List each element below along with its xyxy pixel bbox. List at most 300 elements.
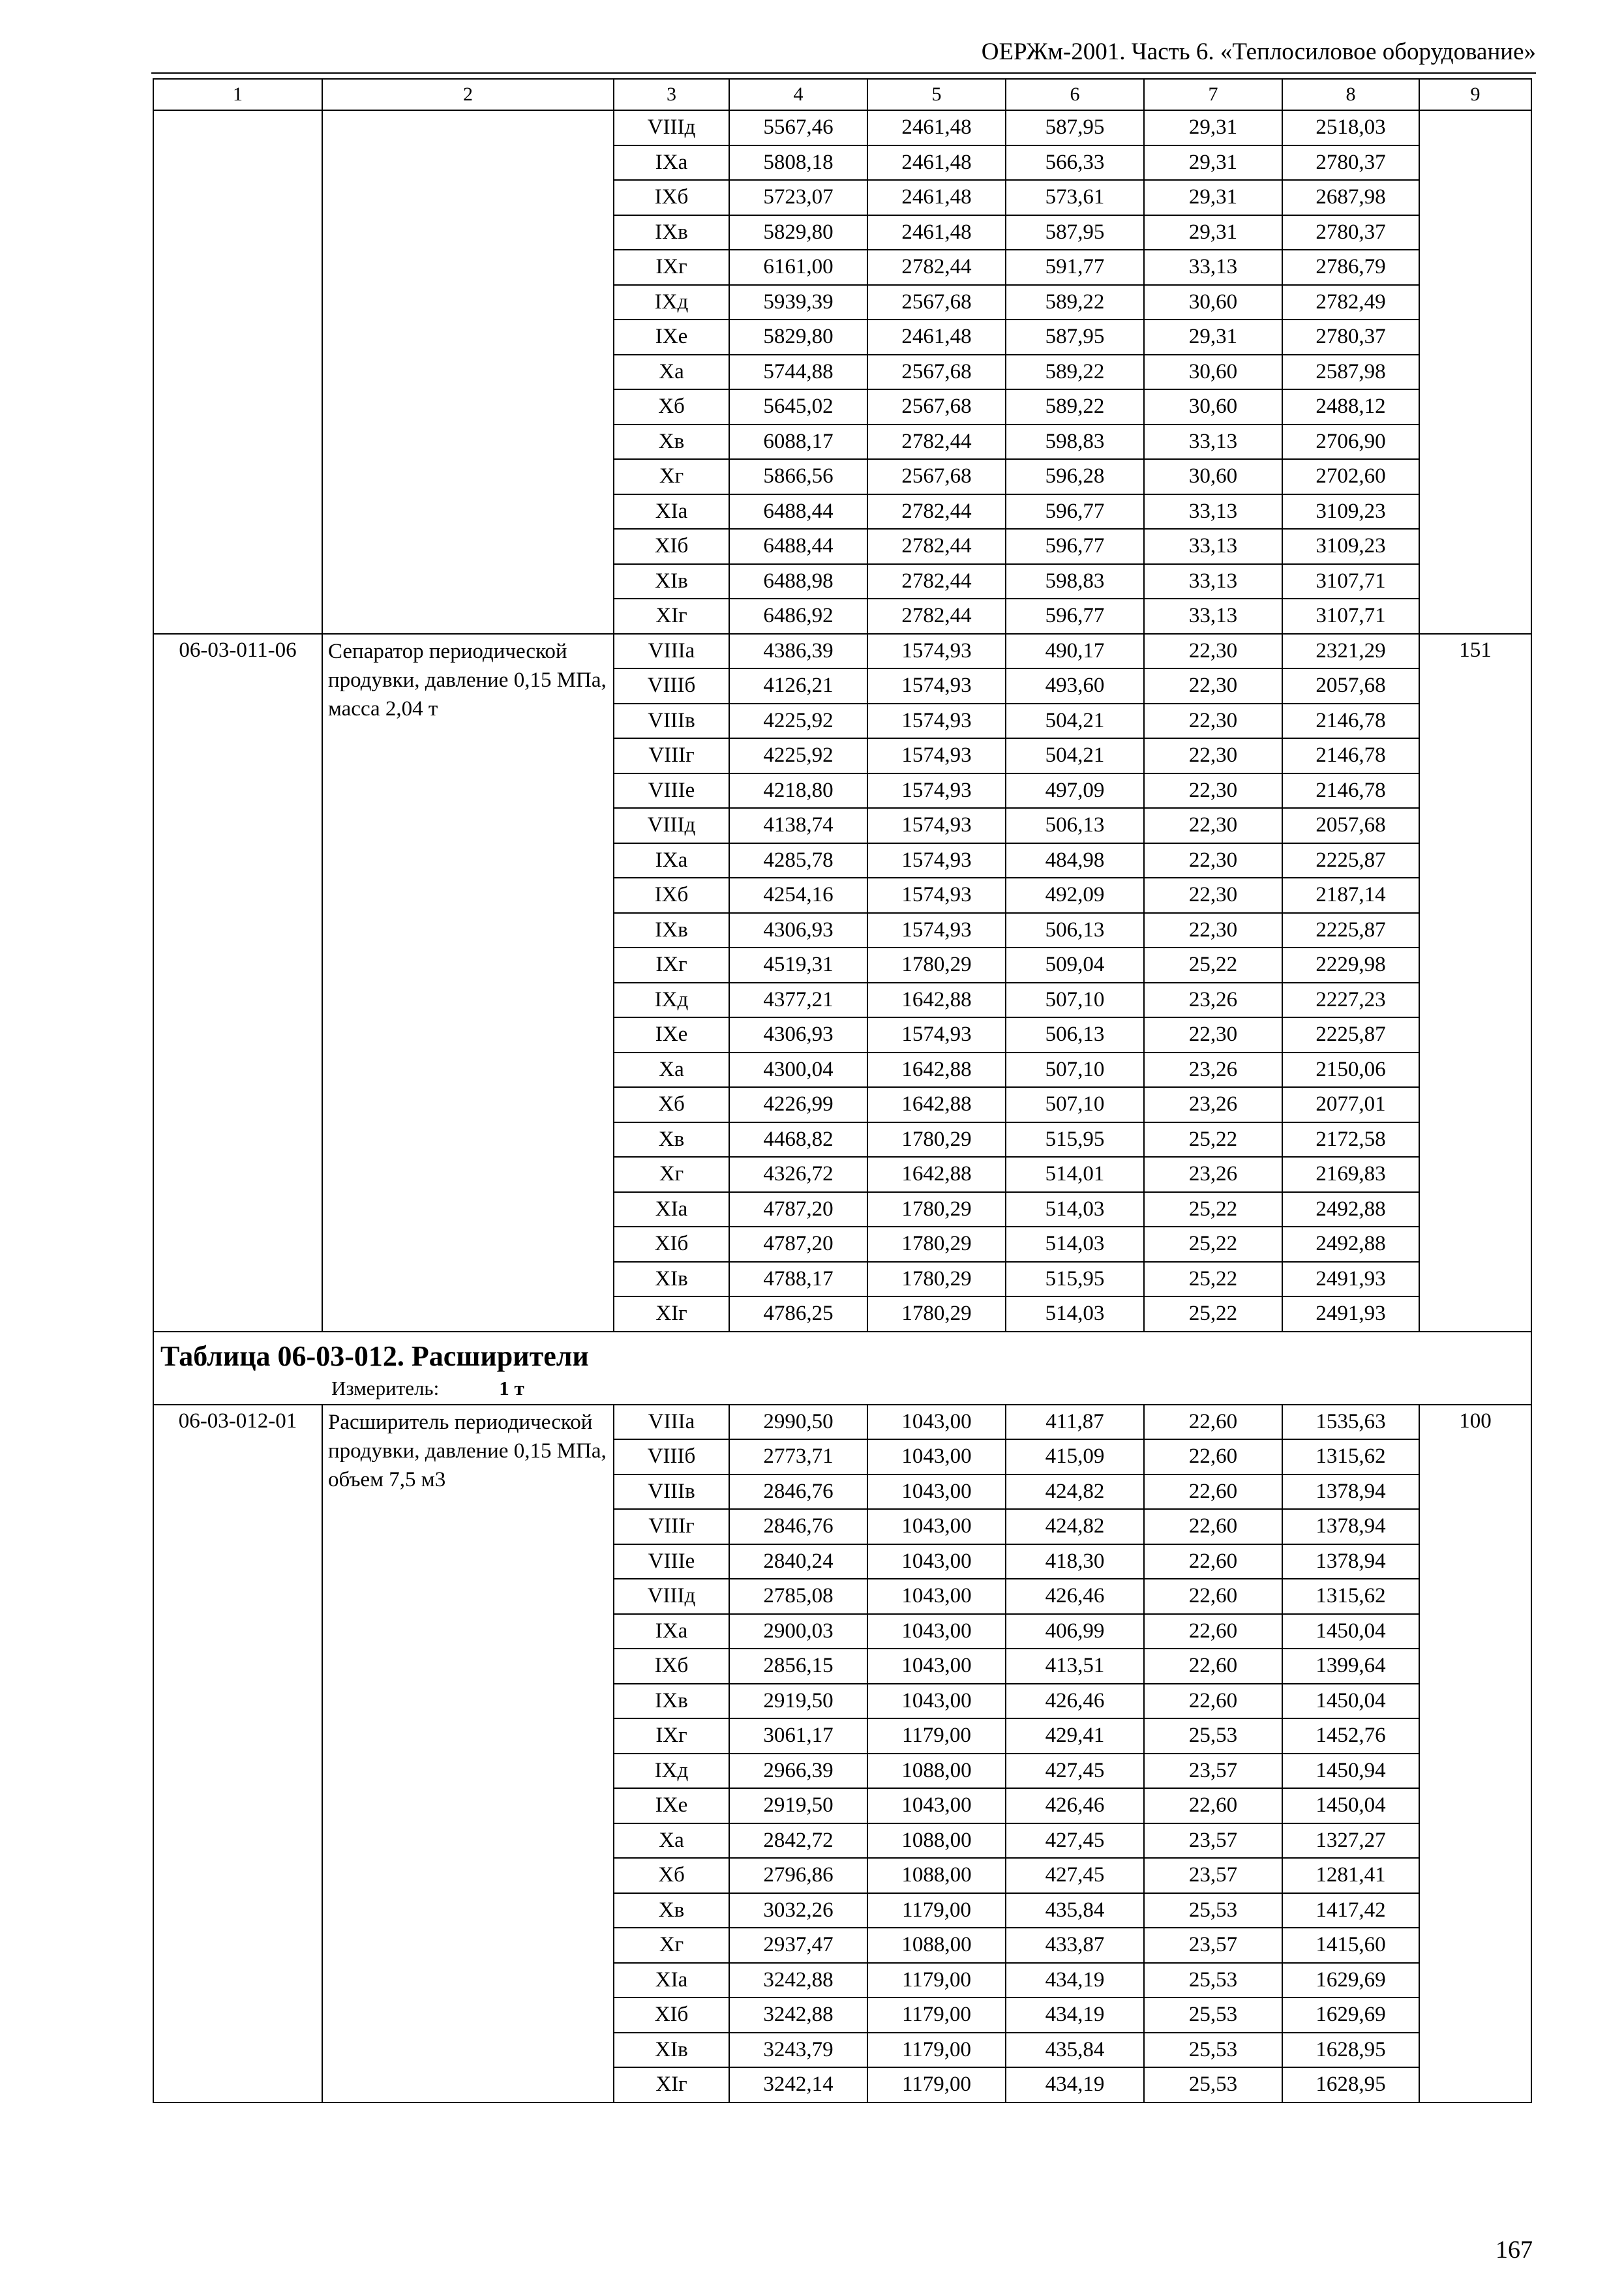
column-number: 4 <box>729 79 867 110</box>
region-code: IXб <box>614 180 729 215</box>
machine-cost: 509,04 <box>1006 948 1144 983</box>
total-cost: 4788,17 <box>729 1262 867 1297</box>
operator-wages: 23,26 <box>1144 1087 1282 1122</box>
code-cell-empty <box>153 110 322 634</box>
wages-cost: 2461,48 <box>867 215 1006 250</box>
operator-wages: 30,60 <box>1144 285 1282 320</box>
machine-cost: 427,45 <box>1006 1823 1144 1859</box>
operator-wages: 22,60 <box>1144 1509 1282 1544</box>
region-code: VIIIв <box>614 704 729 739</box>
wages-cost: 1780,29 <box>867 1296 1006 1332</box>
total-cost: 2919,50 <box>729 1788 867 1823</box>
region-code: IXа <box>614 145 729 181</box>
total-cost: 4326,72 <box>729 1157 867 1192</box>
total-cost: 2856,15 <box>729 1649 867 1684</box>
operator-wages: 22,30 <box>1144 878 1282 913</box>
materials-cost: 3107,71 <box>1282 564 1419 599</box>
materials-cost: 1378,94 <box>1282 1509 1419 1544</box>
wages-cost: 1043,00 <box>867 1614 1006 1649</box>
materials-cost: 2491,93 <box>1282 1296 1419 1332</box>
region-code: VIIIв <box>614 1474 729 1510</box>
measure-value: 1 т <box>499 1376 524 1399</box>
wages-cost: 1088,00 <box>867 1858 1006 1893</box>
materials-cost: 2057,68 <box>1282 808 1419 843</box>
region-code: VIIIб <box>614 668 729 704</box>
description-cell-empty <box>322 110 614 634</box>
operator-wages: 25,22 <box>1144 1192 1282 1227</box>
operator-wages: 33,13 <box>1144 529 1282 564</box>
machine-cost: 435,84 <box>1006 2033 1144 2068</box>
operator-wages: 25,53 <box>1144 2067 1282 2102</box>
total-cost: 5866,56 <box>729 459 867 494</box>
wages-cost: 1043,00 <box>867 1509 1006 1544</box>
operator-wages: 30,60 <box>1144 355 1282 390</box>
region-code: VIIIа <box>614 634 729 669</box>
wages-cost: 1574,93 <box>867 668 1006 704</box>
operator-wages: 25,53 <box>1144 2033 1282 2068</box>
operator-wages: 22,30 <box>1144 704 1282 739</box>
machine-cost: 566,33 <box>1006 145 1144 181</box>
total-cost: 4787,20 <box>729 1192 867 1227</box>
operator-wages: 30,60 <box>1144 459 1282 494</box>
machine-cost: 598,83 <box>1006 564 1144 599</box>
wages-cost: 1179,00 <box>867 1997 1006 2033</box>
operator-wages: 25,22 <box>1144 1296 1282 1332</box>
operator-wages: 22,60 <box>1144 1684 1282 1719</box>
machine-cost: 426,46 <box>1006 1684 1144 1719</box>
region-code: IXв <box>614 913 729 948</box>
machine-cost: 589,22 <box>1006 389 1144 425</box>
region-code: XIв <box>614 1262 729 1297</box>
rate-description: Расширитель периодической продувки, давление 0,15 МПа, объем 7,5 м3 <box>322 1405 614 2102</box>
region-code: VIIIг <box>614 738 729 773</box>
wages-cost: 1179,00 <box>867 1718 1006 1754</box>
machine-cost: 507,10 <box>1006 983 1144 1018</box>
total-cost: 2785,08 <box>729 1579 867 1614</box>
region-code: IXг <box>614 250 729 285</box>
materials-cost: 1629,69 <box>1282 1963 1419 1998</box>
operator-wages: 25,22 <box>1144 1262 1282 1297</box>
machine-cost: 418,30 <box>1006 1544 1144 1579</box>
total-cost: 2842,72 <box>729 1823 867 1859</box>
region-code: VIIIа <box>614 1405 729 1440</box>
materials-cost: 1452,76 <box>1282 1718 1419 1754</box>
wages-cost: 2782,44 <box>867 250 1006 285</box>
materials-cost: 2491,93 <box>1282 1262 1419 1297</box>
operator-wages: 22,60 <box>1144 1405 1282 1440</box>
wages-cost: 1780,29 <box>867 1262 1006 1297</box>
wages-cost: 2782,44 <box>867 529 1006 564</box>
total-cost: 6088,17 <box>729 425 867 460</box>
machine-cost: 434,19 <box>1006 1963 1144 1998</box>
measure-label: Измеритель: <box>331 1376 440 1399</box>
rates-table <box>153 78 1532 2103</box>
total-cost: 4787,20 <box>729 1227 867 1262</box>
materials-cost: 2225,87 <box>1282 843 1419 878</box>
operator-wages: 29,31 <box>1144 320 1282 355</box>
section-header <box>153 1332 1531 1405</box>
machine-cost: 514,03 <box>1006 1192 1144 1227</box>
total-cost: 3061,17 <box>729 1718 867 1754</box>
machine-cost: 596,77 <box>1006 529 1144 564</box>
materials-cost: 1315,62 <box>1282 1439 1419 1474</box>
total-cost: 3242,14 <box>729 2067 867 2102</box>
rate-code: 06-03-012-01 <box>153 1405 322 2102</box>
wages-cost: 2461,48 <box>867 110 1006 145</box>
page-header-title: ОЕРЖм-2001. Часть 6. «Теплосиловое оборудование» <box>981 38 1536 65</box>
machine-cost: 506,13 <box>1006 1017 1144 1053</box>
total-cost: 4226,99 <box>729 1087 867 1122</box>
total-cost: 2937,47 <box>729 1928 867 1963</box>
wages-cost: 1043,00 <box>867 1474 1006 1510</box>
wages-cost: 1574,93 <box>867 808 1006 843</box>
machine-cost: 427,45 <box>1006 1754 1144 1789</box>
total-cost: 4306,93 <box>729 1017 867 1053</box>
wages-cost: 1043,00 <box>867 1788 1006 1823</box>
total-cost: 4377,21 <box>729 983 867 1018</box>
machine-cost: 573,61 <box>1006 180 1144 215</box>
machine-cost: 507,10 <box>1006 1053 1144 1088</box>
wages-cost: 1642,88 <box>867 983 1006 1018</box>
region-code: IXг <box>614 948 729 983</box>
region-code: XIг <box>614 2067 729 2102</box>
total-cost: 3243,79 <box>729 2033 867 2068</box>
wages-cost: 1179,00 <box>867 2033 1006 2068</box>
materials-cost: 2706,90 <box>1282 425 1419 460</box>
total-cost: 4468,82 <box>729 1122 867 1158</box>
operator-wages: 23,26 <box>1144 983 1282 1018</box>
region-code: IXд <box>614 285 729 320</box>
wages-cost: 1574,93 <box>867 913 1006 948</box>
region-code: XIв <box>614 2033 729 2068</box>
operator-wages: 33,13 <box>1144 425 1282 460</box>
total-cost: 2840,24 <box>729 1544 867 1579</box>
total-cost: 4519,31 <box>729 948 867 983</box>
total-cost: 4786,25 <box>729 1296 867 1332</box>
total-cost: 2773,71 <box>729 1439 867 1474</box>
table-row <box>153 1405 1531 1440</box>
machine-cost: 434,19 <box>1006 2067 1144 2102</box>
materials-cost: 1628,95 <box>1282 2033 1419 2068</box>
wages-cost: 1574,93 <box>867 704 1006 739</box>
machine-cost: 587,95 <box>1006 110 1144 145</box>
machine-cost: 587,95 <box>1006 215 1144 250</box>
region-code: IXг <box>614 1718 729 1754</box>
machine-cost: 507,10 <box>1006 1087 1144 1122</box>
wages-cost: 1043,00 <box>867 1439 1006 1474</box>
materials-cost: 1281,41 <box>1282 1858 1419 1893</box>
column-number: 5 <box>867 79 1006 110</box>
materials-cost: 1628,95 <box>1282 2067 1419 2102</box>
column-number: 8 <box>1282 79 1419 110</box>
machine-cost: 424,82 <box>1006 1474 1144 1510</box>
machine-cost: 435,84 <box>1006 1893 1144 1928</box>
total-cost: 6488,98 <box>729 564 867 599</box>
operator-wages: 30,60 <box>1144 389 1282 425</box>
materials-cost: 2169,83 <box>1282 1157 1419 1192</box>
operator-wages: 33,13 <box>1144 494 1282 530</box>
region-code: VIIIд <box>614 1579 729 1614</box>
region-code: VIIIе <box>614 1544 729 1579</box>
wages-cost: 2567,68 <box>867 355 1006 390</box>
machine-cost: 413,51 <box>1006 1649 1144 1684</box>
total-cost: 2966,39 <box>729 1754 867 1789</box>
materials-cost: 2225,87 <box>1282 1017 1419 1053</box>
machine-cost: 411,87 <box>1006 1405 1144 1440</box>
materials-cost: 1450,94 <box>1282 1754 1419 1789</box>
materials-cost: 2227,23 <box>1282 983 1419 1018</box>
unit-value: 151 <box>1419 634 1531 1332</box>
wages-cost: 1179,00 <box>867 1893 1006 1928</box>
machine-cost: 426,46 <box>1006 1788 1144 1823</box>
materials-cost: 1629,69 <box>1282 1997 1419 2033</box>
machine-cost: 497,09 <box>1006 773 1144 809</box>
rate-description: Сепаратор периодической продувки, давление 0,15 МПа, масса 2,04 т <box>322 634 614 1332</box>
total-cost: 3032,26 <box>729 1893 867 1928</box>
region-code: XIб <box>614 1997 729 2033</box>
total-cost: 5744,88 <box>729 355 867 390</box>
wages-cost: 1780,29 <box>867 1227 1006 1262</box>
materials-cost: 2780,37 <box>1282 145 1419 181</box>
column-number: 6 <box>1006 79 1144 110</box>
materials-cost: 1399,64 <box>1282 1649 1419 1684</box>
wages-cost: 1574,93 <box>867 1017 1006 1053</box>
operator-wages: 25,53 <box>1144 1963 1282 1998</box>
page-number: 167 <box>1496 2236 1533 2264</box>
measure-line <box>160 1375 1524 1401</box>
machine-cost: 596,28 <box>1006 459 1144 494</box>
materials-cost: 1327,27 <box>1282 1823 1419 1859</box>
machine-cost: 493,60 <box>1006 668 1144 704</box>
operator-wages: 33,13 <box>1144 250 1282 285</box>
region-code: Xб <box>614 389 729 425</box>
region-code: IXе <box>614 320 729 355</box>
materials-cost: 1450,04 <box>1282 1788 1419 1823</box>
machine-cost: 406,99 <box>1006 1614 1144 1649</box>
materials-cost: 1535,63 <box>1282 1405 1419 1440</box>
region-code: XIв <box>614 564 729 599</box>
operator-wages: 23,57 <box>1144 1754 1282 1789</box>
total-cost: 2919,50 <box>729 1684 867 1719</box>
operator-wages: 23,57 <box>1144 1823 1282 1859</box>
wages-cost: 1642,88 <box>867 1157 1006 1192</box>
unit-cell-empty <box>1419 110 1531 634</box>
materials-cost: 1450,04 <box>1282 1614 1419 1649</box>
region-code: XIб <box>614 529 729 564</box>
wages-cost: 1088,00 <box>867 1928 1006 1963</box>
total-cost: 6488,44 <box>729 529 867 564</box>
machine-cost: 484,98 <box>1006 843 1144 878</box>
total-cost: 4306,93 <box>729 913 867 948</box>
total-cost: 2846,76 <box>729 1474 867 1510</box>
total-cost: 6486,92 <box>729 599 867 634</box>
materials-cost: 2187,14 <box>1282 878 1419 913</box>
materials-cost: 3107,71 <box>1282 599 1419 634</box>
region-code: Xв <box>614 1122 729 1158</box>
operator-wages: 25,53 <box>1144 1893 1282 1928</box>
operator-wages: 25,22 <box>1144 1227 1282 1262</box>
wages-cost: 1574,93 <box>867 843 1006 878</box>
operator-wages: 29,31 <box>1144 215 1282 250</box>
operator-wages: 29,31 <box>1144 180 1282 215</box>
region-code: Xб <box>614 1087 729 1122</box>
operator-wages: 23,26 <box>1144 1053 1282 1088</box>
operator-wages: 22,30 <box>1144 773 1282 809</box>
region-code: IXв <box>614 1684 729 1719</box>
total-cost: 2990,50 <box>729 1405 867 1440</box>
region-code: Xа <box>614 1823 729 1859</box>
region-code: XIа <box>614 494 729 530</box>
materials-cost: 2702,60 <box>1282 459 1419 494</box>
wages-cost: 2567,68 <box>867 459 1006 494</box>
machine-cost: 415,09 <box>1006 1439 1144 1474</box>
materials-cost: 2518,03 <box>1282 110 1419 145</box>
machine-cost: 598,83 <box>1006 425 1144 460</box>
region-code: XIг <box>614 1296 729 1332</box>
operator-wages: 29,31 <box>1144 145 1282 181</box>
materials-cost: 2146,78 <box>1282 738 1419 773</box>
wages-cost: 1043,00 <box>867 1405 1006 1440</box>
machine-cost: 434,19 <box>1006 1997 1144 2033</box>
column-number: 1 <box>153 79 322 110</box>
wages-cost: 2461,48 <box>867 320 1006 355</box>
materials-cost: 2488,12 <box>1282 389 1419 425</box>
region-code: IXд <box>614 1754 729 1789</box>
region-code: VIIIб <box>614 1439 729 1474</box>
operator-wages: 22,30 <box>1144 668 1282 704</box>
wages-cost: 1179,00 <box>867 1963 1006 1998</box>
operator-wages: 33,13 <box>1144 599 1282 634</box>
machine-cost: 589,22 <box>1006 355 1144 390</box>
wages-cost: 1179,00 <box>867 2067 1006 2102</box>
region-code: IXб <box>614 878 729 913</box>
wages-cost: 1088,00 <box>867 1823 1006 1859</box>
section-title: Таблица 06-03-012. Расширители <box>160 1339 589 1372</box>
wages-cost: 1043,00 <box>867 1579 1006 1614</box>
wages-cost: 1780,29 <box>867 1122 1006 1158</box>
region-code: XIб <box>614 1227 729 1262</box>
machine-cost: 490,17 <box>1006 634 1144 669</box>
machine-cost: 514,03 <box>1006 1227 1144 1262</box>
materials-cost: 2782,49 <box>1282 285 1419 320</box>
region-code: Xа <box>614 1053 729 1088</box>
wages-cost: 1574,93 <box>867 738 1006 773</box>
total-cost: 5645,02 <box>729 389 867 425</box>
machine-cost: 433,87 <box>1006 1928 1144 1963</box>
wages-cost: 1574,93 <box>867 878 1006 913</box>
wages-cost: 1088,00 <box>867 1754 1006 1789</box>
operator-wages: 22,30 <box>1144 1017 1282 1053</box>
wages-cost: 2782,44 <box>867 599 1006 634</box>
materials-cost: 2057,68 <box>1282 668 1419 704</box>
region-code: VIIIг <box>614 1509 729 1544</box>
total-cost: 3242,88 <box>729 1963 867 1998</box>
operator-wages: 23,26 <box>1144 1157 1282 1192</box>
total-cost: 4386,39 <box>729 634 867 669</box>
machine-cost: 427,45 <box>1006 1858 1144 1893</box>
region-code: IXа <box>614 1614 729 1649</box>
machine-cost: 587,95 <box>1006 320 1144 355</box>
materials-cost: 2229,98 <box>1282 948 1419 983</box>
total-cost: 4225,92 <box>729 738 867 773</box>
machine-cost: 514,03 <box>1006 1296 1144 1332</box>
materials-cost: 2780,37 <box>1282 320 1419 355</box>
total-cost: 4285,78 <box>729 843 867 878</box>
materials-cost: 2150,06 <box>1282 1053 1419 1088</box>
region-code: Xг <box>614 1928 729 1963</box>
materials-cost: 1417,42 <box>1282 1893 1419 1928</box>
region-code: VIIIд <box>614 110 729 145</box>
operator-wages: 22,30 <box>1144 913 1282 948</box>
machine-cost: 492,09 <box>1006 878 1144 913</box>
region-code: IXд <box>614 983 729 1018</box>
total-cost: 4138,74 <box>729 808 867 843</box>
machine-cost: 504,21 <box>1006 704 1144 739</box>
region-code: IXе <box>614 1788 729 1823</box>
region-code: XIа <box>614 1963 729 1998</box>
materials-cost: 3109,23 <box>1282 529 1419 564</box>
operator-wages: 22,60 <box>1144 1544 1282 1579</box>
total-cost: 6161,00 <box>729 250 867 285</box>
region-code: IXе <box>614 1017 729 1053</box>
region-code: Xа <box>614 355 729 390</box>
machine-cost: 515,95 <box>1006 1262 1144 1297</box>
machine-cost: 426,46 <box>1006 1579 1144 1614</box>
region-code: XIа <box>614 1192 729 1227</box>
total-cost: 5829,80 <box>729 320 867 355</box>
machine-cost: 591,77 <box>1006 250 1144 285</box>
wages-cost: 1043,00 <box>867 1544 1006 1579</box>
materials-cost: 1378,94 <box>1282 1474 1419 1510</box>
wages-cost: 2567,68 <box>867 285 1006 320</box>
machine-cost: 506,13 <box>1006 808 1144 843</box>
column-number-row <box>153 79 1531 110</box>
rate-code: 06-03-011-06 <box>153 634 322 1332</box>
region-code: Xб <box>614 1858 729 1893</box>
wages-cost: 2461,48 <box>867 145 1006 181</box>
machine-cost: 589,22 <box>1006 285 1144 320</box>
region-code: Xв <box>614 425 729 460</box>
materials-cost: 2587,98 <box>1282 355 1419 390</box>
total-cost: 4300,04 <box>729 1053 867 1088</box>
operator-wages: 22,60 <box>1144 1649 1282 1684</box>
unit-value: 100 <box>1419 1405 1531 2102</box>
total-cost: 5567,46 <box>729 110 867 145</box>
machine-cost: 596,77 <box>1006 599 1144 634</box>
region-code: IXа <box>614 843 729 878</box>
table-row <box>153 110 1531 145</box>
wages-cost: 1574,93 <box>867 773 1006 809</box>
operator-wages: 25,22 <box>1144 948 1282 983</box>
wages-cost: 2782,44 <box>867 564 1006 599</box>
total-cost: 2846,76 <box>729 1509 867 1544</box>
machine-cost: 596,77 <box>1006 494 1144 530</box>
table-row <box>153 634 1531 669</box>
wages-cost: 1574,93 <box>867 634 1006 669</box>
region-code: Xв <box>614 1893 729 1928</box>
region-code: XIг <box>614 599 729 634</box>
operator-wages: 23,57 <box>1144 1928 1282 1963</box>
operator-wages: 22,30 <box>1144 843 1282 878</box>
operator-wages: 22,30 <box>1144 808 1282 843</box>
operator-wages: 22,60 <box>1144 1474 1282 1510</box>
wages-cost: 1780,29 <box>867 948 1006 983</box>
operator-wages: 22,30 <box>1144 738 1282 773</box>
region-code: IXб <box>614 1649 729 1684</box>
wages-cost: 2567,68 <box>867 389 1006 425</box>
materials-cost: 1450,04 <box>1282 1684 1419 1719</box>
operator-wages: 25,53 <box>1144 1718 1282 1754</box>
